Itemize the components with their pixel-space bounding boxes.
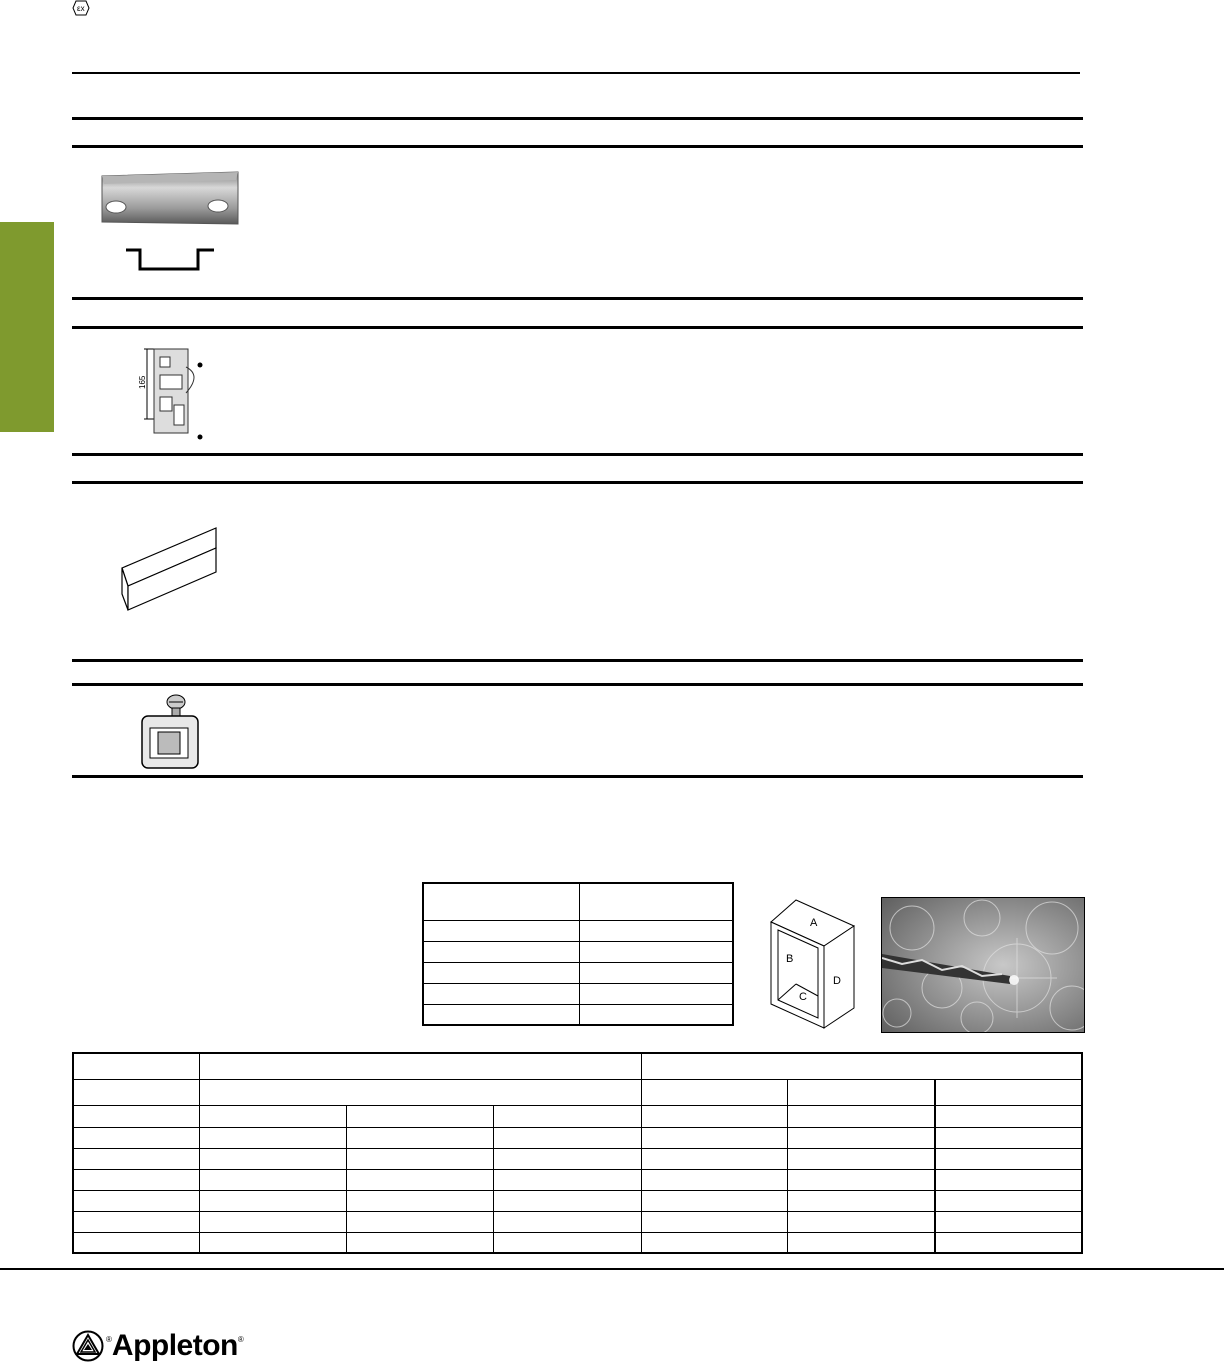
brand-name: Appleton [111, 1329, 238, 1362]
table-cell [494, 1190, 641, 1211]
table-row [73, 1169, 1082, 1190]
appleton-logo [72, 1326, 244, 1366]
table-cell [494, 1169, 641, 1190]
table-cell [935, 1232, 1082, 1253]
table-cell [580, 962, 734, 983]
table-cell [199, 1079, 641, 1105]
table-cell [935, 1105, 1082, 1127]
table-cell [494, 1105, 641, 1127]
table-cell [423, 983, 580, 1004]
table-cell [346, 1148, 493, 1169]
face-label-a: A [810, 917, 818, 929]
table-cell [199, 1190, 346, 1211]
table-row [73, 1232, 1082, 1253]
table-cell [580, 983, 734, 1004]
table-row [73, 1211, 1082, 1232]
table-cell [346, 1232, 493, 1253]
table-cell [346, 1127, 493, 1148]
table-cell [346, 1105, 493, 1127]
table-cell [641, 1053, 1082, 1079]
appleton-triangle-icon [72, 1330, 104, 1362]
table-cell [199, 1169, 346, 1190]
section-rule [72, 145, 1083, 148]
table-cell [494, 1232, 641, 1253]
table-cell [346, 1211, 493, 1232]
table-cell [935, 1211, 1082, 1232]
table-cell [788, 1232, 935, 1253]
table-cell [580, 920, 734, 941]
table-cell [73, 1169, 199, 1190]
table-row [73, 1105, 1082, 1127]
table-cell [73, 1079, 199, 1105]
table-cell [935, 1169, 1082, 1190]
table-cell [73, 1232, 199, 1253]
table-cell [423, 883, 580, 920]
table-row [73, 1127, 1082, 1148]
table-cell [423, 1004, 580, 1025]
table-cell [346, 1169, 493, 1190]
table-cell [641, 1211, 787, 1232]
footer-rule [0, 1268, 1224, 1270]
table-cell [199, 1232, 346, 1253]
section-rule [72, 453, 1083, 456]
table-cell [423, 962, 580, 983]
table-cell [788, 1169, 935, 1190]
table-cell [73, 1127, 199, 1148]
section-rule [72, 659, 1083, 662]
table-cell [73, 1053, 199, 1079]
table-cell [935, 1148, 1082, 1169]
table-cell [641, 1127, 787, 1148]
table-cell [788, 1148, 935, 1169]
table-cell [199, 1105, 346, 1127]
din-rail-image [98, 170, 243, 275]
specs-table-small [422, 882, 734, 1026]
table-cell [641, 1169, 787, 1190]
table-cell [788, 1190, 935, 1211]
section-side-tab [0, 222, 54, 432]
table-row [73, 1148, 1082, 1169]
registered-mark: ® [237, 1334, 244, 1344]
table-cell [199, 1127, 346, 1148]
table-cell [199, 1148, 346, 1169]
table-cell [73, 1190, 199, 1211]
table-cell [935, 1079, 1082, 1105]
section-rule [72, 297, 1083, 300]
section-rule [72, 775, 1083, 778]
table-cell [580, 883, 734, 920]
table-cell [199, 1211, 346, 1232]
table-cell [346, 1190, 493, 1211]
header-rule [72, 72, 1080, 74]
drill-photo [881, 897, 1085, 1033]
table-cell [199, 1053, 641, 1079]
ex-mark-icon [72, 0, 90, 16]
table-cell [641, 1105, 787, 1127]
end-bracket-image [130, 345, 210, 443]
table-cell [788, 1211, 935, 1232]
table-cell [423, 941, 580, 962]
table-cell [494, 1211, 641, 1232]
marker-strip-image [114, 524, 220, 614]
table-row [73, 1190, 1082, 1211]
drilling-data-table [72, 1052, 1083, 1254]
face-label-d: D [833, 975, 841, 987]
table-cell [73, 1148, 199, 1169]
section-rule [72, 326, 1083, 329]
svg-text:165: 165 [138, 375, 147, 389]
table-cell [788, 1079, 935, 1105]
table-cell [935, 1190, 1082, 1211]
svg-text:εx: εx [77, 4, 85, 13]
table-cell [423, 920, 580, 941]
table-cell [641, 1190, 787, 1211]
registered-mark: ® [106, 1334, 112, 1344]
face-label-c: C [799, 991, 807, 1003]
table-cell [580, 1004, 734, 1025]
table-cell [641, 1148, 787, 1169]
table-cell [641, 1079, 787, 1105]
section-rule [72, 481, 1083, 484]
table-cell [73, 1211, 199, 1232]
table-cell [580, 941, 734, 962]
clamp-image [136, 692, 206, 772]
table-cell [935, 1127, 1082, 1148]
section-rule [72, 683, 1083, 686]
table-cell [641, 1232, 787, 1253]
face-label-b: B [786, 953, 794, 965]
table-cell [494, 1127, 641, 1148]
section-rule [72, 117, 1083, 120]
enclosure-faces-diagram [766, 896, 860, 1032]
table-cell [788, 1127, 935, 1148]
table-cell [494, 1148, 641, 1169]
table-cell [788, 1105, 935, 1127]
table-cell [73, 1105, 199, 1127]
